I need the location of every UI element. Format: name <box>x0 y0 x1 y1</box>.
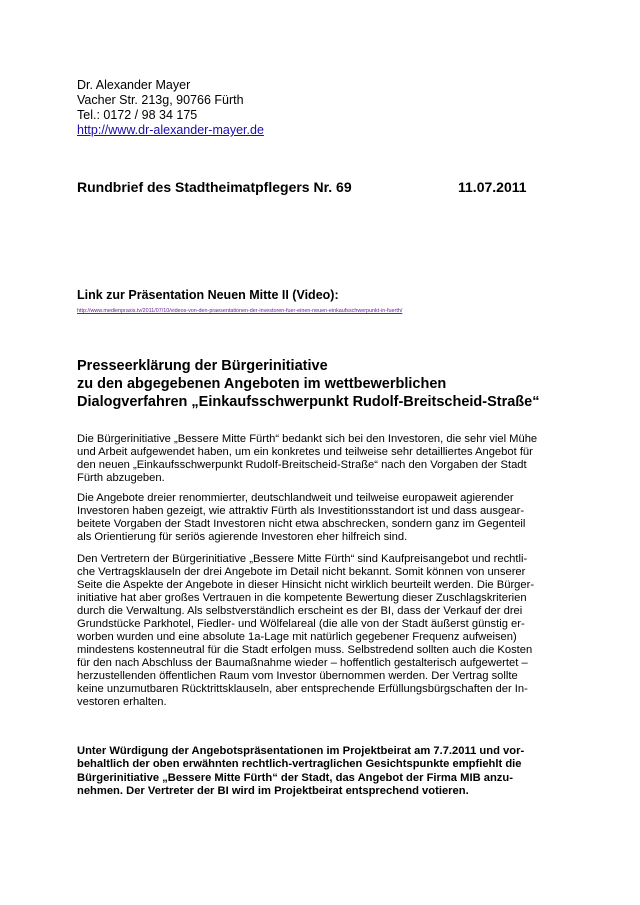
text-line: vestoren erhalten. <box>77 696 167 708</box>
text-line: keine unzumutbaren Rücktrittsklauseln, aber entsprechende Erfüllungsbürgschaften der In- <box>77 683 528 695</box>
text-line: durch die Verwaltung. Als selbstverständlich erscheint es der BI, dass der Verkauf der drei <box>77 605 523 617</box>
closing-recommendation <box>77 745 557 798</box>
sender-name: Dr. Alexander Mayer <box>77 78 191 92</box>
text-line: Seite die Aspekte der Angebote in dieser Hinsicht nicht wirklich beurteilt werden. Die Bürger- <box>77 579 535 591</box>
text-line: worben wurden und eine absolute 1a-Lage mit natürlich gegebener Frequenz aufweisen) <box>77 631 517 643</box>
text-line: beitete Vorgaben der Stadt Investoren nicht etwa abschrecken, sondern ganz im Gegenteil <box>77 518 526 530</box>
text-line: für den nach Abschluss der Baumaßnahme wieder – hoffentlich gestalterisch aufgewertet – <box>77 657 528 669</box>
text-line: mindestens kostenneutral für die Stadt erfolgen muss. Selbstredend sollten auch die Kosten <box>77 644 533 656</box>
paragraph-contract <box>77 553 557 709</box>
sender-phone: Tel.: 0172 / 98 34 175 <box>77 108 198 122</box>
sender-website-link[interactable]: http://www.dr-alexander-mayer.de <box>77 123 264 137</box>
sender-address: Vacher Str. 213g, 90766 Fürth <box>77 93 244 107</box>
text-line: initiative hat aber großes Vertrauen in die kompetente Bewertung dieser Zuschlagskriterien <box>77 592 527 604</box>
text-line: Grundstücke Parkhotel, Fiedler- und Wölfelareal (die alle von der Stadt äußerst günstig er- <box>77 618 525 630</box>
text-line: nehmen. Der Vertreter der BI wird im Projektbeirat entsprechend votieren. <box>77 784 469 797</box>
text-line: als Orientierung für seriös agierende Investoren eher hilfreich sind. <box>77 531 408 543</box>
text-line: Den Vertretern der Bürgerinitiative „Bessere Mitte Fürth“ sind Kaufpreisangebot und rechtli- <box>77 553 528 565</box>
press-heading-line: Presseerklärung der Bürgerinitiative <box>77 358 328 374</box>
text-line: Unter Würdigung der Angebotspräsentationen im Projektbeirat am 7.7.2011 und vor- <box>77 745 525 757</box>
press-release-heading <box>77 357 539 411</box>
video-link-url[interactable]: http://www.medienpraxis.tv/2011/07/10/videos-von-den-praesentationen-der-investoren-fuer-einen-neuen-einkaufsschwerpunkt-in-fuerth/ <box>77 308 403 314</box>
newsletter-date: 11.07.2011 <box>458 179 527 195</box>
text-line: Fürth abzugeben. <box>77 472 165 484</box>
press-heading-line: Dialogverfahren „Einkaufsschwerpunkt Rudolf-Breitscheid-Straße“ <box>77 394 540 410</box>
paragraph-offers <box>77 492 557 544</box>
text-line: behaltlich der oben erwähnten rechtlich-vertraglichen Gesichtspunkte empfiehlt die <box>77 758 522 771</box>
text-line: che Vertragsklauseln der drei Angebote im Detail nicht bekannt. Somit können von unserer <box>77 566 526 578</box>
text-line: Bürgerinitiative „Bessere Mitte Fürth“ der Stadt, das Angebot der Firma MIB anzu- <box>77 771 513 784</box>
paragraph-thanks <box>77 433 557 485</box>
text-line: Die Angebote dreier renommierter, deutschlandweit und teilweise europaweit agierender <box>77 492 514 504</box>
text-line: herzustellenden öffentlichen Raum vom Investor übernommen werden. Der Vertrag sollte <box>77 670 518 682</box>
newsletter-title: Rundbrief des Stadtheimatpflegers Nr. 69 <box>77 179 352 195</box>
video-link-heading: Link zur Präsentation Neuen Mitte II (Video): <box>77 288 339 302</box>
text-line: Investoren haben gezeigt, wie attraktiv Fürth als Investitionsstandort ist und dass ausgear- <box>77 505 525 517</box>
sender-block <box>77 78 264 138</box>
text-line: Die Bürgerinitiative „Bessere Mitte Fürth“ bedankt sich bei den Investoren, die sehr viel Mühe <box>77 433 538 445</box>
press-heading-line: zu den abgegebenen Angeboten im wettbewerblichen <box>77 376 447 392</box>
text-line: den neuen „Einkaufsschwerpunkt Rudolf-Breitscheid-Straße“ nach den Vorgaben der Stadt <box>77 459 527 471</box>
newsletter-title-row <box>77 179 557 195</box>
text-line: und Arbeit aufgewendet haben, um ein konkretes und teilweise sehr detailliertes Angebot für <box>77 446 533 458</box>
